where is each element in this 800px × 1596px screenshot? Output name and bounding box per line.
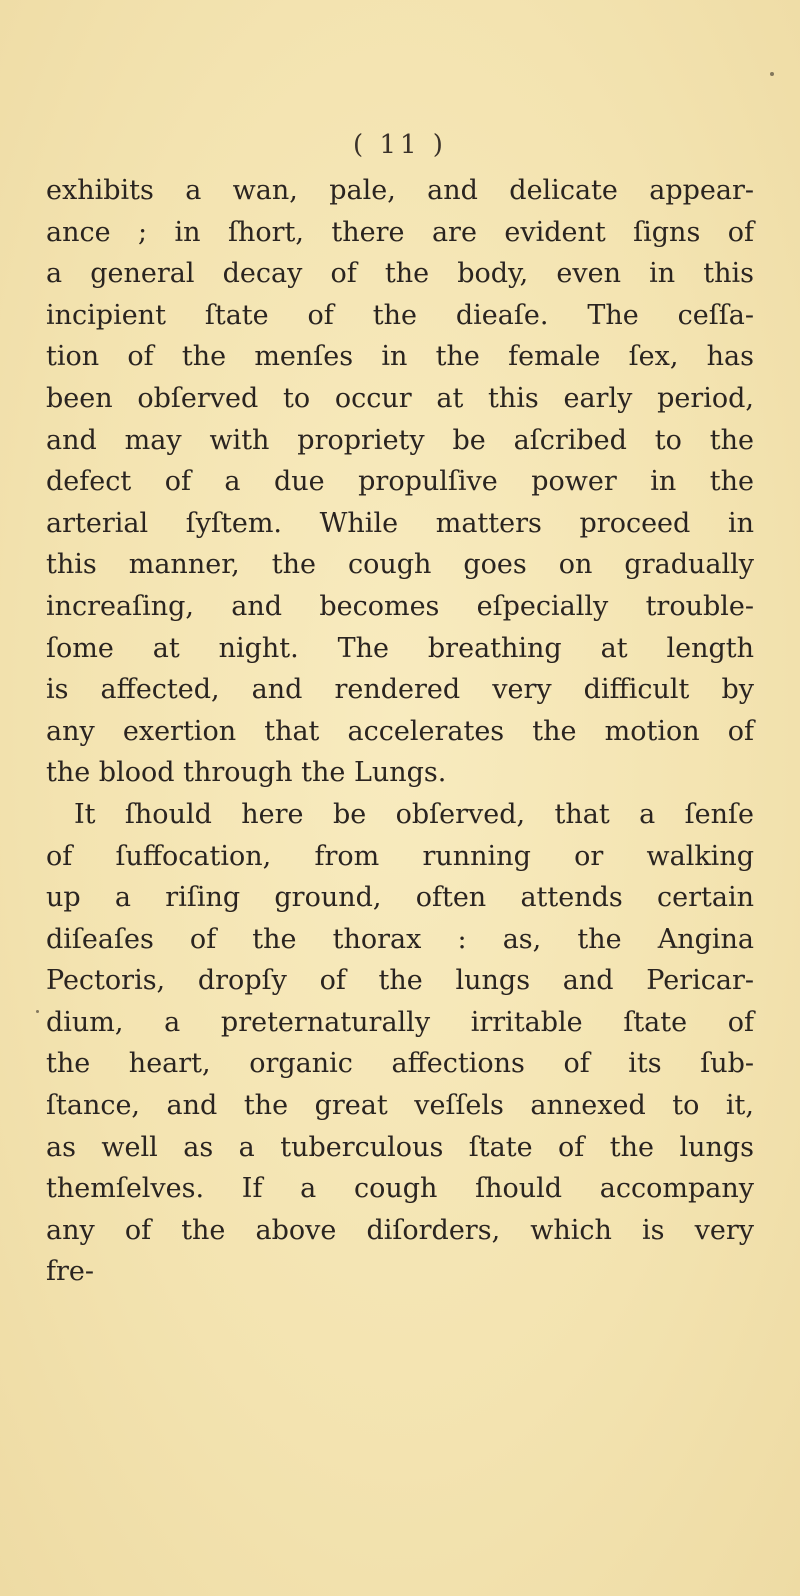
text-line: arterial ſyſtem. While matters proceed in [46, 507, 754, 539]
ink-speck [770, 72, 774, 76]
text-line: up a riſing ground, often attends certain [46, 882, 754, 914]
catchword: fre- [46, 1256, 95, 1288]
text-line: a general decay of the body, even in this [46, 258, 754, 290]
text-line: been obſerved to occur at this early period, [46, 382, 754, 414]
text-line: increaſing, and becomes eſpecially trouble- [46, 590, 754, 622]
text-line: as well as a tuberculous ſtate of the lungs [46, 1131, 754, 1163]
text-line: Pectoris, dropſy of the lungs and Pericar- [46, 965, 754, 997]
page-number: ( 11 ) [353, 130, 447, 160]
text-line: incipient ſtate of the dieaſe. The ceſſa- [46, 299, 754, 331]
text-line: exhibits a wan, pale, and delicate appear- [46, 175, 754, 206]
body-text [46, 170, 754, 1293]
text-line: ance ; in ſhort, there are evident ſigns of [46, 216, 754, 248]
text-line: is affected, and rendered very difficult by [46, 674, 754, 706]
text-line: diſeaſes of the thorax : as, the Angina [46, 923, 754, 955]
text-line: any exertion that accelerates the motion of [46, 715, 754, 747]
text-line: of ſuffocation, from running or walking [46, 840, 754, 872]
text-line: dium, a preternaturally irritable ſtate of [46, 1006, 754, 1038]
text-line: any of the above diſorders, which is very [46, 1214, 754, 1246]
text-line-paragraph-end: the blood through the Lungs. [46, 757, 447, 789]
text-line: ſome at night. The breathing at length [46, 632, 754, 664]
text-line: the heart, organic affections of its ſub- [46, 1048, 754, 1080]
text-line-paragraph-start: It ſhould here be obſerved, that a ſenſe [74, 798, 754, 830]
text-line: tion of the menſes in the female ſex, has [46, 341, 754, 373]
ink-speck [36, 1010, 39, 1013]
text-line: defect of a due propulſive power in the [46, 466, 754, 498]
text-line: ſtance, and the great veſſels annexed to it, [46, 1090, 754, 1122]
text-line: and may with propriety be aſcribed to the [46, 424, 754, 456]
text-line: themſelves. If a cough ſhould accompany [46, 1173, 754, 1205]
text-line: this manner, the cough goes on gradually [46, 549, 754, 581]
